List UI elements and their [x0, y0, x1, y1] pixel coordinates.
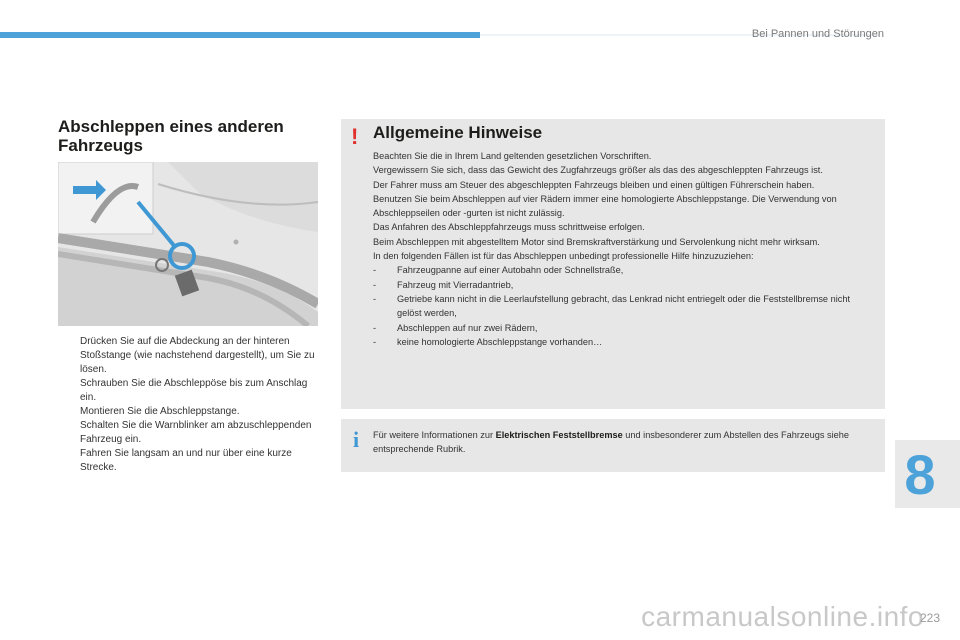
- step-item: [58, 419, 320, 447]
- info-text: [373, 428, 873, 457]
- towing-eye-illustration: [58, 162, 318, 326]
- warning-paragraph: Das Anfahren des Abschleppfahrzeugs muss schrittweise erfolgen.: [373, 222, 645, 233]
- warning-list-text: Fahrzeug mit Vierradantrieb,: [397, 279, 514, 290]
- warning-list-text: Abschleppen auf nur zwei Rädern,: [397, 322, 538, 333]
- step-item: [58, 335, 320, 377]
- warning-list-text: Getriebe kann nicht in die Leerlaufstellung gebracht, das Lenkrad nicht entriegelt oder die Feststellbremse nicht gelöst werden,: [397, 293, 851, 319]
- step-text: Drücken Sie auf die Abdeckung an der hinteren Stoßstange (wie nachstehend dargestellt), um Sie zu lösen.: [80, 336, 315, 375]
- warning-list: [373, 263, 873, 349]
- warning-body: [373, 149, 873, 349]
- chapter-tab: [895, 440, 960, 508]
- warning-list-item: [373, 335, 873, 349]
- warning-box: [341, 119, 885, 409]
- watermark: carmanualsonline.info: [641, 601, 924, 632]
- warning-list-text: keine homologierte Abschleppstange vorhanden…: [397, 336, 603, 347]
- section-header-title: Bei Pannen und Störungen: [751, 28, 884, 40]
- warning-icon: !: [351, 124, 359, 149]
- list-dash: -: [373, 322, 377, 333]
- info-text-before: Für weitere Informationen zur: [373, 430, 496, 440]
- header-accent-bar: [0, 32, 480, 38]
- warning-paragraph: Beachten Sie die in Ihrem Land geltenden gesetzlichen Vorschriften.: [373, 151, 652, 161]
- info-text-after: und insbesonderer zum Abstellen des Fahrzeugs siehe entsprechende Rubrik.: [373, 430, 849, 455]
- info-box: [341, 419, 885, 472]
- warning-paragraph: In den folgenden Fällen ist für das Abschleppen unbedingt professionelle Hilfe hinzuzuziehen:: [373, 251, 754, 262]
- list-dash: -: [373, 336, 377, 347]
- list-dash: -: [373, 279, 377, 290]
- list-dash: -: [373, 265, 377, 276]
- step-text: Schrauben Sie die Abschleppöse bis zum Anschlag ein.: [80, 378, 308, 403]
- step-text: Montieren Sie die Abschleppstange.: [80, 406, 240, 417]
- chapter-number: 8: [904, 443, 936, 506]
- step-item: [58, 377, 320, 405]
- page-title-line-1: Abschleppen eines anderen: [58, 117, 284, 136]
- page-title-line-2: Fahrzeugs: [58, 136, 144, 155]
- towing-eye-drawing: [58, 162, 318, 326]
- step-item: [58, 447, 320, 475]
- warning-paragraph: Beim Abschleppen mit abgestelltem Motor sind Bremskraftverstärkung und Servolenkung nicht mehr wirksam.: [373, 236, 820, 247]
- warning-list-item: [373, 263, 873, 277]
- step-text: Schalten Sie die Warnblinker am abzuschleppenden Fahrzeug ein.: [80, 420, 312, 445]
- list-dash: -: [373, 293, 377, 304]
- warning-paragraph: Benutzen Sie beim Abschleppen auf vier Rädern immer eine homologierte Abschleppstange. Die Verwendung von Abschleppseilen oder -gurten ist nicht zulässig.: [373, 193, 837, 219]
- step-item: [58, 405, 320, 419]
- warning-title: Allgemeine Hinweise: [373, 123, 543, 142]
- step-text: Fahren Sie langsam an und nur über eine kurze Strecke.: [80, 448, 292, 473]
- warning-list-item: [373, 278, 873, 292]
- procedure-steps: [58, 335, 320, 475]
- warning-paragraph: Vergewissern Sie sich, dass das Gewicht des Zugfahrzeugs größer als das des abgeschleppten Fahrzeugs ist.: [373, 165, 823, 176]
- warning-paragraph: Der Fahrer muss am Steuer des abgeschleppten Fahrzeugs bleiben und einen gültigen Führerschein haben.: [373, 179, 815, 190]
- warning-list-item: [373, 292, 873, 321]
- warning-list-text: Fahrzeugpanne auf einer Autobahn oder Schnellstraße,: [397, 265, 624, 276]
- info-icon: i: [353, 427, 360, 452]
- page-number: 223: [919, 611, 940, 625]
- page-title: [58, 117, 318, 155]
- info-text-link-term: Elektrischen Feststellbremse: [495, 430, 623, 440]
- warning-list-item: [373, 321, 873, 335]
